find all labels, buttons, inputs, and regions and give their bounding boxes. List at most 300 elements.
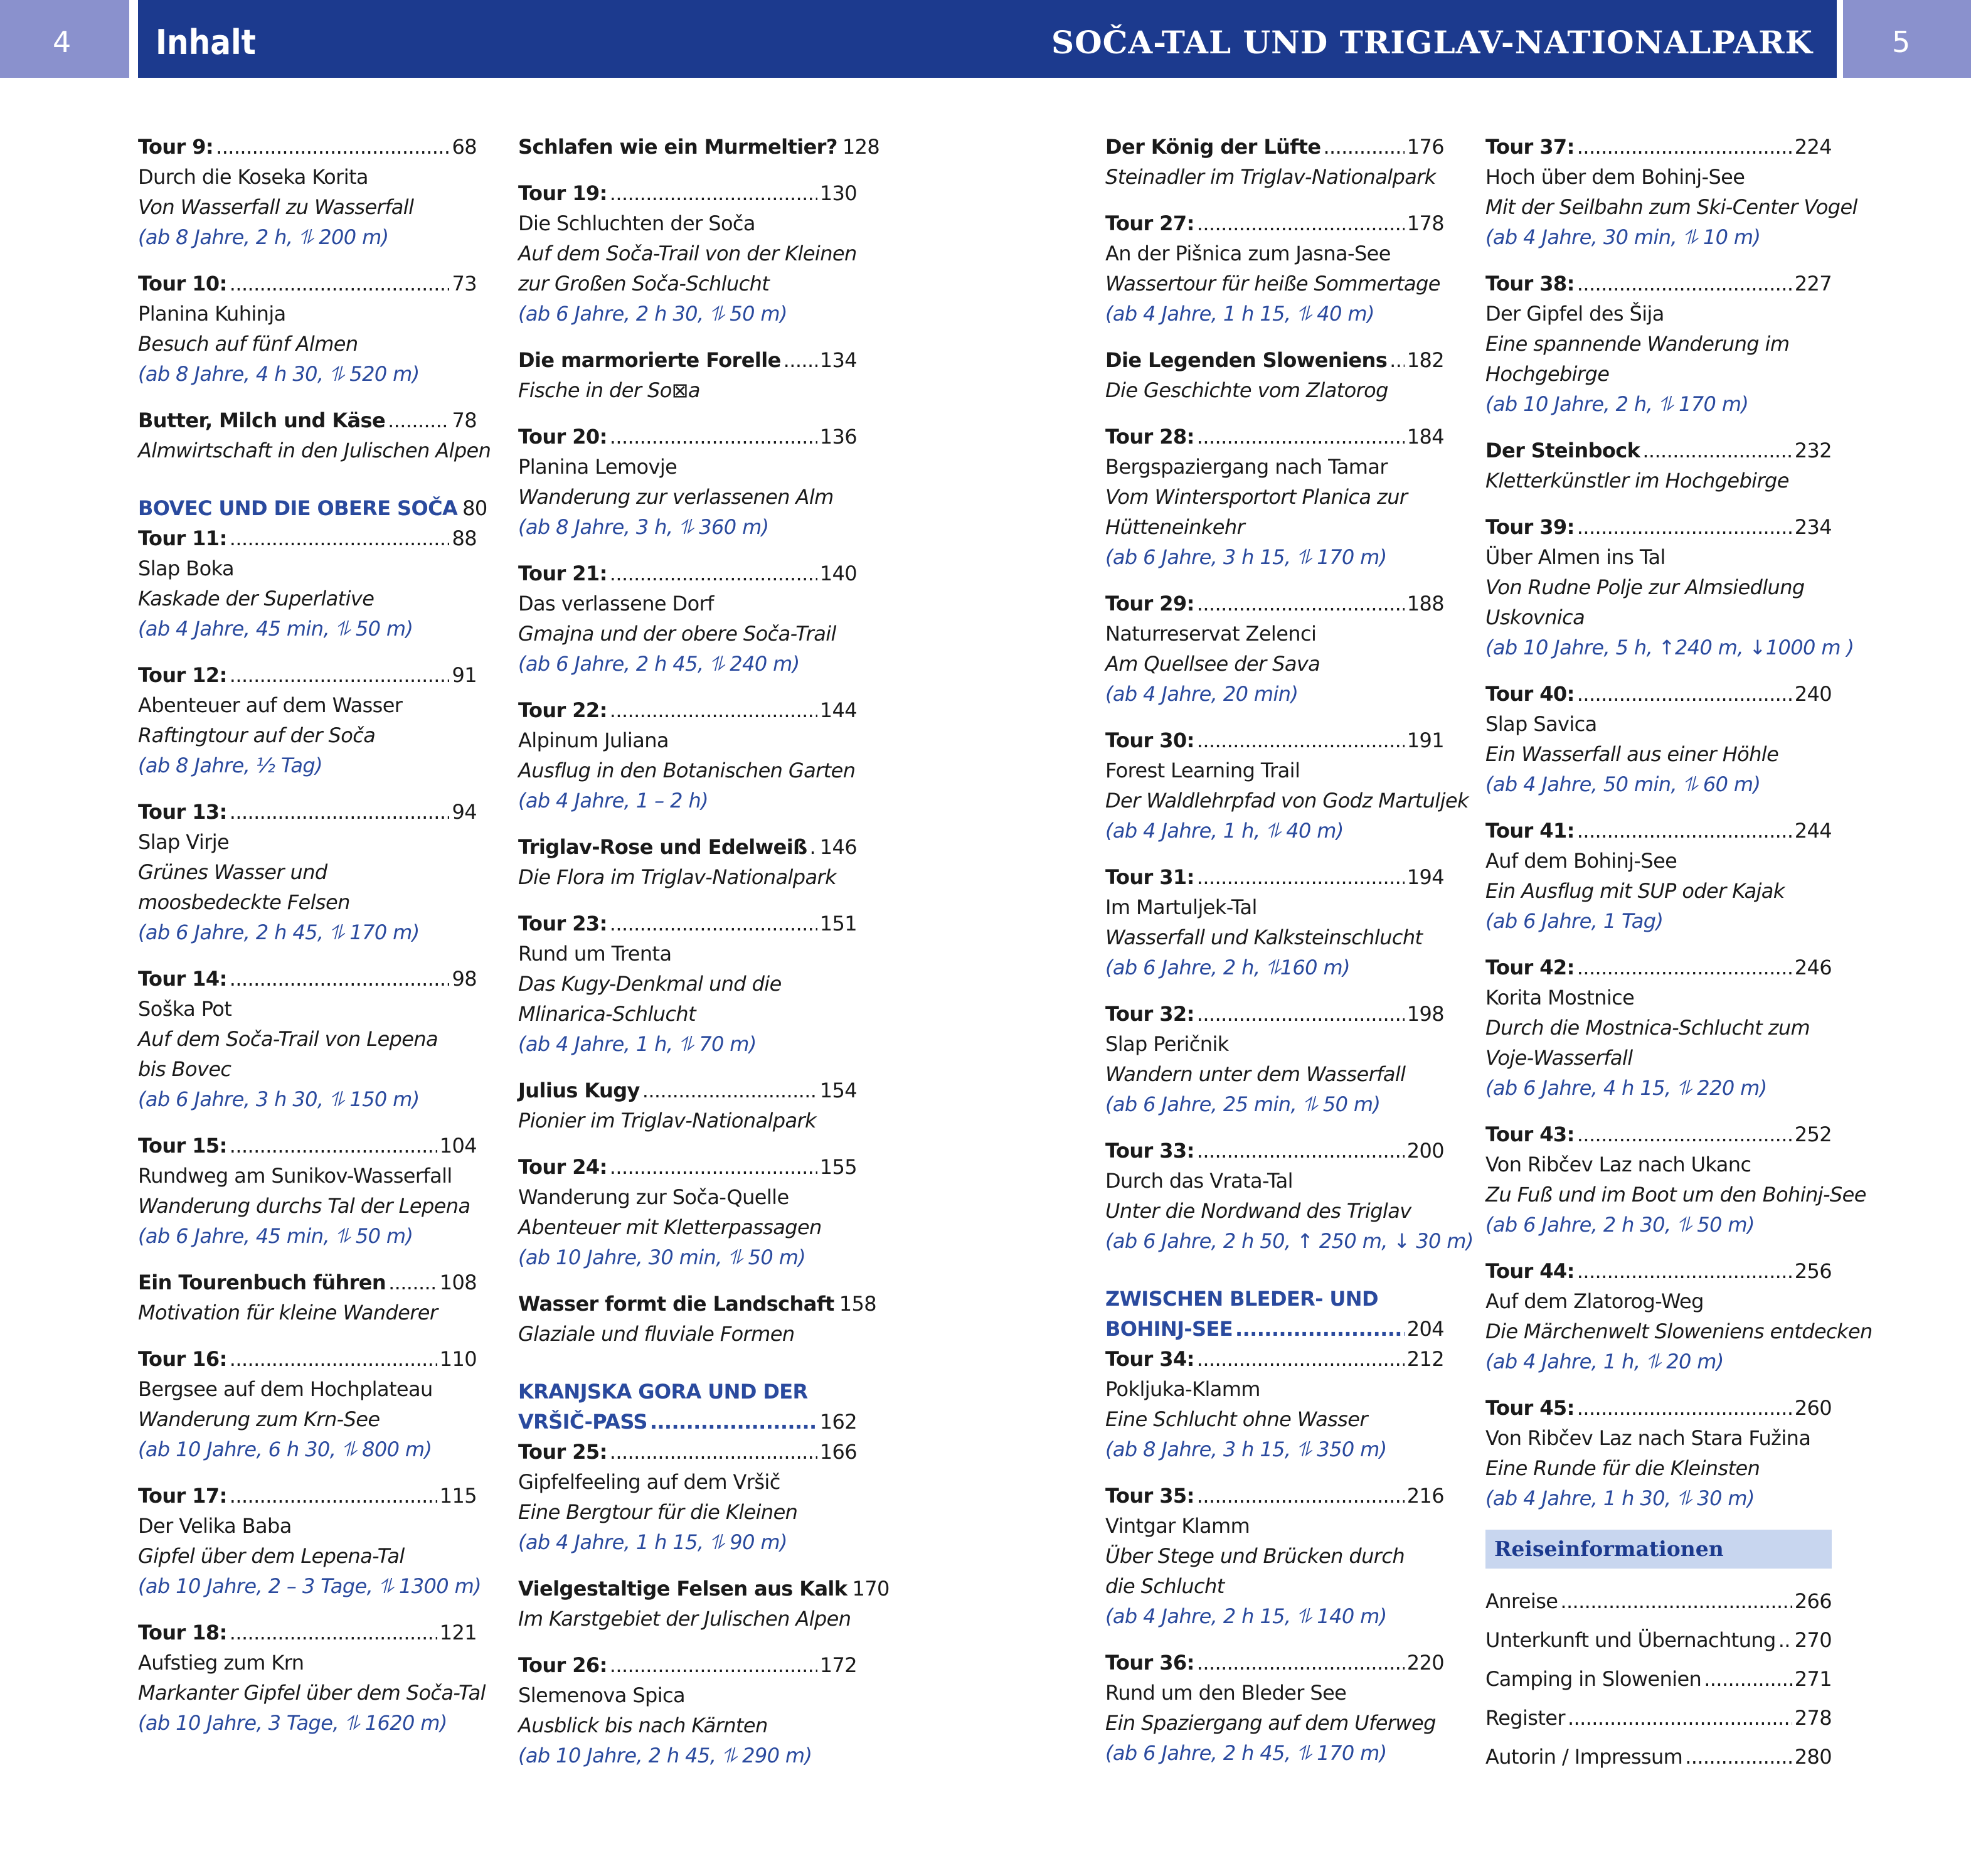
tour-heading[interactable]	[518, 909, 857, 939]
toc-info-page: 280	[1794, 1745, 1832, 1769]
tour-page: 178	[1406, 211, 1444, 235]
tour-subtitle: Ein Ausflug mit SUP oder Kajak	[1485, 879, 1785, 903]
tour-leader-dots	[1577, 1393, 1792, 1423]
tour-name: Rund um den Bleder See	[1105, 1681, 1347, 1705]
tour-label: Tour 22:	[518, 698, 607, 722]
toc-info-label: Register	[1485, 1706, 1565, 1730]
tour-heading[interactable]	[1105, 1136, 1444, 1166]
toc-tour-entry[interactable]	[138, 1481, 482, 1601]
tour-leader-dots	[230, 660, 450, 690]
topic-heading[interactable]	[518, 1289, 877, 1319]
tour-page: 144	[819, 698, 857, 722]
topic-subtitle: Almwirtschaft in den Julischen Alpen	[138, 439, 491, 462]
tour-label: Tour 40:	[1485, 682, 1575, 706]
topic-heading[interactable]	[138, 1267, 477, 1298]
tour-leader-dots	[230, 1344, 437, 1374]
toc-tour-entry[interactable]	[1485, 269, 1832, 419]
tour-leader-dots	[230, 797, 450, 827]
topic-heading[interactable]	[518, 132, 880, 162]
toc-tour-entry[interactable]	[1105, 208, 1444, 329]
toc-tour-entry[interactable]	[518, 558, 857, 679]
toc-column-2	[518, 132, 890, 1787]
topic-leader-dots	[388, 1267, 437, 1298]
toc-info-entry[interactable]	[1485, 1625, 1832, 1655]
toc-tour-entry[interactable]	[1485, 1256, 1873, 1377]
topic-leader-dots	[810, 832, 817, 862]
tour-heading[interactable]	[1105, 422, 1444, 452]
tour-heading[interactable]	[1105, 725, 1444, 755]
tour-subtitle: Durch die Mostnica-Schlucht zum	[1485, 1016, 1810, 1040]
toc-info-label: Anreise	[1485, 1589, 1558, 1613]
toc-info-leader-dots	[1778, 1625, 1792, 1655]
toc-info-leader-dots	[1568, 1703, 1792, 1733]
toc-info-heading[interactable]	[1485, 1586, 1832, 1616]
toc-tour-entry[interactable]	[518, 1437, 857, 1557]
tour-label: Tour 45:	[1485, 1396, 1575, 1420]
tour-details: (ab 4 Jahre, 1 h 15, ⥮ 90 m)	[518, 1530, 787, 1554]
tour-details: (ab 4 Jahre, 30 min, ⥮ 10 m)	[1485, 225, 1761, 249]
toc-section-page: 162	[819, 1410, 857, 1434]
topic-label: Julius Kugy	[518, 1079, 640, 1102]
page-number-left: 4	[53, 25, 72, 59]
toc-tour-entry[interactable]	[1485, 1119, 1866, 1240]
tour-name: Rund um Trenta	[518, 942, 672, 966]
tour-name: Von Ribčev Laz nach Ukanc	[1485, 1153, 1751, 1176]
tour-subtitle: Gipfel über dem Lepena-Tal	[138, 1544, 405, 1568]
topic-label: Die marmorierte Forelle	[518, 348, 781, 372]
tour-heading[interactable]	[1105, 1344, 1444, 1374]
tour-name: Forest Learning Trail	[1105, 759, 1300, 782]
toc-section-title: BOHINJ-SEE	[1105, 1317, 1233, 1341]
tour-label: Tour 38:	[1485, 272, 1575, 296]
tour-page: 68	[452, 135, 477, 159]
tour-leader-dots	[230, 1131, 437, 1161]
tour-label: Tour 41:	[1485, 819, 1575, 843]
tour-heading[interactable]	[138, 660, 477, 690]
tour-heading[interactable]	[1105, 208, 1444, 238]
tour-heading[interactable]	[518, 558, 857, 589]
tour-details: (ab 6 Jahre, 3 h 30, ⥮ 150 m)	[138, 1087, 420, 1111]
toc-tour-entry[interactable]	[1485, 679, 1832, 799]
tour-heading[interactable]	[138, 797, 477, 827]
topic-subtitle: Glaziale und fluviale Formen	[518, 1322, 795, 1346]
tour-heading[interactable]	[138, 523, 477, 553]
tour-details: (ab 4 Jahre, 1 h, ⥮ 70 m)	[518, 1032, 757, 1056]
tour-label: Tour 31:	[1105, 865, 1194, 889]
tour-subtitle: Wassertour für heiße Sommertage	[1105, 272, 1440, 296]
topic-leader-dots	[1323, 132, 1404, 162]
tour-name: Die Schluchten der Soča	[518, 211, 755, 235]
tour-subtitle: Ausblick bis nach Kärnten	[518, 1713, 768, 1737]
tour-heading[interactable]	[1485, 1256, 1832, 1286]
tour-page: 88	[452, 526, 477, 550]
toc-section-page: 80	[462, 496, 487, 520]
tour-leader-dots	[230, 269, 450, 299]
toc-tour-entry[interactable]	[518, 909, 857, 1059]
tour-leader-dots	[610, 558, 817, 589]
tour-name: Slemenova Spica	[518, 1683, 686, 1707]
tour-label: Tour 43:	[1485, 1122, 1575, 1146]
toc-tour-entry[interactable]	[1485, 816, 1832, 936]
tour-subtitle: Eine Runde für die Kleinsten	[1485, 1456, 1760, 1480]
tour-page: 184	[1406, 425, 1444, 449]
toc-tour-entry[interactable]	[1485, 952, 1832, 1103]
toc-tour-entry[interactable]	[138, 1131, 477, 1251]
tour-label: Tour 10:	[138, 272, 227, 296]
toc-column-3	[1105, 132, 1474, 1784]
toc-topic-entry[interactable]	[518, 132, 880, 162]
tour-heading[interactable]	[138, 1344, 477, 1374]
topic-label: Schlafen wie ein Murmeltier?	[518, 135, 837, 159]
toc-info-page: 271	[1794, 1667, 1832, 1691]
tour-heading[interactable]	[1105, 862, 1444, 892]
tour-subtitle: moosbedeckte Felsen	[138, 890, 350, 914]
tour-subtitle: Über Stege und Brücken durch	[1105, 1544, 1405, 1568]
toc-column-4	[1485, 132, 1873, 1781]
tour-heading[interactable]	[138, 1131, 477, 1161]
tour-leader-dots	[230, 1618, 437, 1648]
toc-tour-entry[interactable]	[1105, 422, 1444, 572]
topic-subtitle: Kletterkünstler im Hochgebirge	[1485, 469, 1789, 493]
topic-page: 176	[1406, 135, 1444, 159]
tour-heading[interactable]	[1485, 679, 1832, 709]
topic-leader-dots	[1389, 345, 1405, 375]
tour-heading[interactable]	[1485, 269, 1832, 299]
toc-info-entry[interactable]	[1485, 1664, 1832, 1694]
tour-page: 220	[1406, 1651, 1444, 1675]
header-title-right: SOČA-TAL UND TRIGLAV-NATIONALPARK	[1051, 24, 1813, 61]
tour-subtitle: Raftingtour auf der Soča	[138, 723, 376, 747]
tour-page: 198	[1406, 1002, 1444, 1026]
tour-page: 260	[1794, 1396, 1832, 1420]
tour-label: Tour 23:	[518, 912, 607, 935]
tour-page: 166	[819, 1440, 857, 1464]
tour-subtitle: Auf dem Soča-Trail von Lepena	[138, 1027, 438, 1051]
tour-leader-dots	[1197, 589, 1405, 619]
toc-tour-entry[interactable]	[518, 695, 857, 816]
tour-details: (ab 6 Jahre, 1 Tag)	[1485, 909, 1664, 933]
toc-tour-entry[interactable]	[518, 1152, 857, 1272]
tour-name: Hoch über dem Bohinj-See	[1485, 165, 1745, 189]
reiseinformationen-box	[1485, 1530, 1832, 1569]
toc-info-heading[interactable]	[1485, 1625, 1832, 1655]
tour-subtitle: die Schlucht	[1105, 1574, 1225, 1598]
tour-heading[interactable]	[1105, 589, 1444, 619]
tour-leader-dots	[610, 909, 817, 939]
tour-leader-dots	[230, 1481, 437, 1511]
tour-subtitle: Die Märchenwelt Sloweniens entdecken	[1485, 1319, 1873, 1343]
topic-heading[interactable]	[518, 345, 857, 375]
tour-details: (ab 6 Jahre, 2 h 30, ⥮ 50 m)	[518, 302, 787, 326]
tour-heading[interactable]	[138, 1618, 477, 1648]
tour-subtitle: Wanderung zur verlassenen Alm	[518, 485, 834, 509]
tour-heading[interactable]	[518, 695, 857, 725]
tour-heading[interactable]	[1485, 512, 1832, 542]
tour-subtitle: Wandern unter dem Wasserfall	[1105, 1062, 1406, 1086]
topic-label: Wasser formt die Landschaft	[518, 1292, 834, 1316]
tour-heading[interactable]	[518, 1152, 857, 1182]
tour-page: 234	[1794, 515, 1832, 539]
tour-details: (ab 6 Jahre, 25 min, ⥮ 50 m)	[1105, 1092, 1381, 1116]
topic-page: 134	[819, 348, 857, 372]
tour-heading[interactable]	[1105, 1481, 1444, 1511]
topic-label: Triglav-Rose und Edelweiß	[518, 835, 807, 859]
tour-leader-dots	[230, 964, 450, 994]
tour-page: 240	[1794, 682, 1832, 706]
toc-tour-entry[interactable]	[1105, 1648, 1444, 1768]
toc-topic-entry[interactable]	[518, 1075, 857, 1136]
tour-heading[interactable]	[518, 1650, 857, 1680]
tour-label: Tour 18:	[138, 1621, 227, 1644]
tour-subtitle: Ausflug in den Botanischen Garten	[518, 759, 856, 782]
toc-topic-entry[interactable]	[518, 832, 857, 892]
tour-leader-dots	[1197, 1648, 1405, 1678]
tour-heading[interactable]	[1485, 952, 1832, 983]
toc-tour-entry[interactable]	[1105, 1344, 1444, 1464]
tour-page: 172	[819, 1653, 857, 1677]
tour-heading[interactable]	[1485, 816, 1832, 846]
topic-heading[interactable]	[1105, 132, 1444, 162]
tour-details: (ab 10 Jahre, 30 min, ⥮ 50 m)	[518, 1245, 806, 1269]
tour-subtitle: Zu Fuß und im Boot um den Bohinj-See	[1485, 1183, 1866, 1207]
tour-page: 227	[1794, 272, 1832, 296]
toc-info-heading[interactable]	[1485, 1742, 1832, 1772]
toc-topic-entry[interactable]	[1105, 132, 1444, 192]
tour-page: 216	[1406, 1484, 1444, 1508]
tour-leader-dots	[216, 132, 449, 162]
topic-leader-dots	[388, 405, 449, 435]
toc-info-page: 266	[1794, 1589, 1832, 1613]
tour-page: 94	[452, 800, 477, 824]
tour-subtitle: Ein Wasserfall aus einer Höhle	[1485, 742, 1779, 766]
topic-heading[interactable]	[518, 832, 857, 862]
tour-subtitle: Von Wasserfall zu Wasserfall	[138, 195, 414, 219]
tour-heading[interactable]	[138, 132, 477, 162]
toc-topic-entry[interactable]	[518, 1574, 890, 1634]
tour-subtitle: Das Kugy-Denkmal und die	[518, 972, 782, 996]
tour-label: Tour 11:	[138, 526, 227, 550]
tour-label: Tour 24:	[518, 1155, 607, 1179]
toc-tour-entry[interactable]	[138, 660, 477, 781]
tour-leader-dots	[1577, 512, 1792, 542]
tour-label: Tour 26:	[518, 1653, 607, 1677]
toc-info-entry[interactable]	[1485, 1703, 1832, 1733]
tour-label: Tour 34:	[1105, 1347, 1194, 1371]
tour-page: 212	[1406, 1347, 1444, 1371]
topic-label: Vielgestaltige Felsen aus Kalk	[518, 1577, 847, 1601]
tour-name: Der Velika Baba	[138, 1514, 292, 1538]
toc-tour-entry[interactable]	[1105, 1136, 1474, 1256]
tour-leader-dots	[1197, 208, 1405, 238]
tour-name: Von Ribčev Laz nach Stara Fužina	[1485, 1426, 1811, 1450]
tour-heading[interactable]	[1485, 132, 1832, 162]
tour-heading[interactable]	[1485, 1393, 1832, 1423]
toc-tour-entry[interactable]	[1485, 1393, 1832, 1513]
reiseinformationen-title: Reiseinformationen	[1494, 1537, 1724, 1561]
tour-heading[interactable]	[138, 269, 477, 299]
toc-section[interactable]	[518, 1377, 857, 1437]
tour-subtitle: Uskovnica	[1485, 605, 1585, 629]
toc-topic-entry[interactable]	[518, 1289, 877, 1349]
tour-heading[interactable]	[518, 178, 857, 208]
tour-leader-dots	[1197, 1481, 1405, 1511]
tour-label: Tour 20:	[518, 425, 607, 449]
tour-name: Naturreservat Zelenci	[1105, 622, 1317, 646]
tour-details: (ab 8 Jahre, 2 h, ⥮ 200 m)	[138, 225, 389, 249]
tour-heading[interactable]	[1485, 1119, 1832, 1149]
tour-label: Tour 27:	[1105, 211, 1194, 235]
topic-heading[interactable]	[518, 1075, 857, 1106]
topic-page: 232	[1794, 439, 1832, 462]
tour-heading[interactable]	[138, 964, 477, 994]
tour-leader-dots	[610, 1152, 817, 1182]
tour-details: (ab 8 Jahre, 3 h 15, ⥮ 350 m)	[1105, 1437, 1387, 1461]
tour-subtitle: Hochgebirge	[1485, 362, 1610, 386]
tour-subtitle: Wasserfall und Kalksteinschlucht	[1105, 925, 1423, 949]
tour-label: Tour 9:	[138, 135, 214, 159]
toc-topic-entry[interactable]	[1105, 345, 1444, 405]
tour-name: Auf dem Zlatorog-Weg	[1485, 1289, 1704, 1313]
toc-tour-entry[interactable]	[518, 178, 857, 329]
toc-info-label: Camping in Slowenien	[1485, 1667, 1702, 1691]
tour-details: (ab 4 Jahre, 45 min, ⥮ 50 m)	[138, 617, 413, 641]
toc-info-page: 270	[1794, 1628, 1832, 1652]
tour-label: Tour 25:	[518, 1440, 607, 1464]
toc-tour-entry[interactable]	[1105, 1481, 1444, 1631]
tour-name: Soška Pot	[138, 997, 232, 1021]
tour-name: Der Gipfel des Šija	[1485, 302, 1664, 326]
toc-info-entry[interactable]	[1485, 1586, 1832, 1616]
tour-label: Tour 44:	[1485, 1259, 1575, 1283]
topic-subtitle: Die Geschichte vom Zlatorog	[1105, 378, 1388, 402]
topic-heading[interactable]	[1485, 435, 1832, 466]
toc-tour-entry[interactable]	[138, 964, 477, 1114]
header-bar-left	[138, 0, 993, 78]
tour-subtitle: Wanderung durchs Tal der Lepena	[138, 1194, 470, 1218]
tour-heading[interactable]	[518, 1437, 857, 1467]
tour-label: Tour 15:	[138, 1134, 227, 1158]
toc-tour-entry[interactable]	[518, 422, 857, 542]
tour-details: (ab 8 Jahre, 3 h, ⥮ 360 m)	[518, 515, 769, 539]
tour-details: (ab 8 Jahre, 4 h 30, ⥮ 520 m)	[138, 362, 420, 386]
tour-details: (ab 4 Jahre, 1 h, ⥮ 20 m)	[1485, 1350, 1724, 1373]
tour-subtitle: Eine Schlucht ohne Wasser	[1105, 1407, 1368, 1431]
tour-name: Gipfelfeeling auf dem Vršič	[518, 1470, 780, 1494]
toc-topic-entry[interactable]	[138, 1267, 477, 1328]
tour-subtitle: Mlinarica-Schlucht	[518, 1002, 696, 1026]
toc-section[interactable]	[1105, 1284, 1444, 1344]
tour-details: (ab 6 Jahre, 4 h 15, ⥮ 220 m)	[1485, 1076, 1767, 1100]
toc-info-heading[interactable]	[1485, 1664, 1832, 1694]
tour-leader-dots	[1577, 1256, 1792, 1286]
topic-heading[interactable]	[1105, 345, 1444, 375]
tour-leader-dots	[1577, 679, 1792, 709]
tour-leader-dots	[610, 695, 817, 725]
tour-name: Slap Savica	[1485, 712, 1597, 736]
tour-details: (ab 4 Jahre, 2 h 15, ⥮ 140 m)	[1105, 1604, 1387, 1628]
topic-heading[interactable]	[138, 405, 477, 435]
toc-section-heading	[1105, 1314, 1444, 1344]
tour-leader-dots	[1577, 1119, 1792, 1149]
toc-tour-entry[interactable]	[1105, 862, 1444, 983]
tour-subtitle: Markanter Gipfel über dem Soča-Tal	[138, 1681, 486, 1705]
tour-page: 244	[1794, 819, 1832, 843]
toc-section-heading	[138, 493, 487, 523]
topic-subtitle: Die Flora im Triglav-Nationalpark	[518, 865, 836, 889]
tour-name: Durch das Vrata-Tal	[1105, 1169, 1293, 1193]
toc-tour-entry[interactable]	[1105, 999, 1444, 1119]
tour-name: Slap Peričnik	[1105, 1032, 1229, 1056]
toc-tour-entry[interactable]	[1105, 725, 1469, 846]
toc-tour-entry[interactable]	[138, 1344, 477, 1464]
tour-label: Tour 35:	[1105, 1484, 1194, 1508]
tour-subtitle: Abenteuer mit Kletterpassagen	[518, 1215, 822, 1239]
toc-info-entry[interactable]	[1485, 1742, 1832, 1772]
toc-section-title: VRŠIČ-PASS	[518, 1410, 647, 1434]
tour-page: 110	[439, 1347, 477, 1371]
toc-tour-entry[interactable]	[1485, 132, 1857, 252]
toc-tour-entry[interactable]	[1105, 589, 1444, 709]
tour-page: 252	[1794, 1122, 1832, 1146]
tour-leader-dots	[610, 178, 817, 208]
toc-topic-entry[interactable]	[518, 345, 857, 405]
tour-heading[interactable]	[518, 422, 857, 452]
topic-leader-dots	[1642, 435, 1792, 466]
toc-topic-entry[interactable]	[138, 405, 491, 466]
tour-label: Tour 32:	[1105, 1002, 1194, 1026]
tour-details: (ab 6 Jahre, 45 min, ⥮ 50 m)	[138, 1224, 413, 1248]
toc-section-heading	[518, 1407, 857, 1437]
toc-tour-entry[interactable]	[1485, 512, 1854, 663]
tour-leader-dots	[1577, 269, 1792, 299]
toc-topic-entry[interactable]	[1485, 435, 1832, 496]
tour-heading[interactable]	[138, 1481, 477, 1511]
toc-section[interactable]	[138, 493, 487, 523]
tour-name: Bergsee auf dem Hochplateau	[138, 1377, 433, 1401]
toc-tour-entry[interactable]	[138, 523, 477, 644]
tour-subtitle: Auf dem Soča-Trail von der Kleinen	[518, 242, 857, 265]
tour-name: Planina Kuhinja	[138, 302, 286, 326]
topic-label: Der König der Lüfte	[1105, 135, 1321, 159]
topic-page: 154	[819, 1079, 857, 1102]
tour-name: Aufstieg zum Krn	[138, 1651, 304, 1675]
tour-details: (ab 8 Jahre, ½ Tag)	[138, 754, 323, 777]
topic-label: Ein Tourenbuch führen	[138, 1271, 386, 1294]
toc-tour-entry[interactable]	[138, 269, 477, 389]
toc-tour-entry[interactable]	[138, 797, 477, 947]
toc-tour-entry[interactable]	[518, 1650, 857, 1771]
tour-label: Tour 19:	[518, 181, 607, 205]
tour-label: Tour 39:	[1485, 515, 1575, 539]
tour-details: (ab 10 Jahre, 2 – 3 Tage, ⥮ 1300 m)	[138, 1574, 482, 1598]
tour-details: (ab 4 Jahre, 20 min)	[1105, 682, 1299, 706]
toc-info-heading[interactable]	[1485, 1703, 1832, 1733]
tour-details: (ab 6 Jahre, 2 h, ⥮160 m)	[1105, 956, 1350, 979]
tour-leader-dots	[1197, 1136, 1405, 1166]
tour-heading[interactable]	[1105, 1648, 1444, 1678]
tour-name: Wanderung zur Soča-Quelle	[518, 1185, 789, 1209]
topic-heading[interactable]	[518, 1574, 890, 1604]
tour-leader-dots	[610, 1650, 817, 1680]
tour-subtitle: Voje-Wasserfall	[1485, 1046, 1633, 1070]
tour-heading[interactable]	[1105, 999, 1444, 1029]
tour-subtitle: Hütteneinkehr	[1105, 515, 1245, 539]
tour-page: 121	[439, 1621, 477, 1644]
toc-tour-entry[interactable]	[138, 1618, 486, 1738]
toc-tour-entry[interactable]	[138, 132, 477, 252]
topic-label: Der Steinbock	[1485, 439, 1640, 462]
tour-name: Rundweg am Sunikov-Wasserfall	[138, 1164, 452, 1188]
